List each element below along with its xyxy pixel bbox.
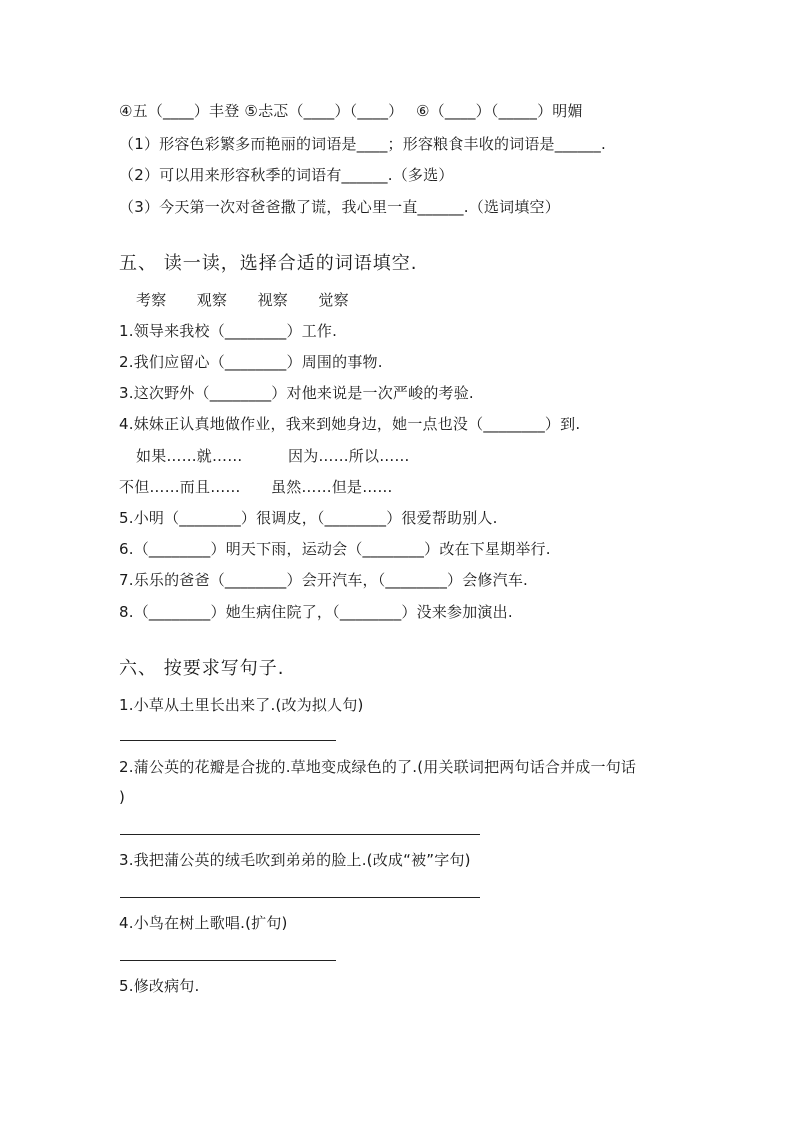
word-bank-1: 考察 观察 视察 觉察 bbox=[136, 291, 349, 309]
answer-line-1[interactable] bbox=[120, 740, 336, 741]
answer-line-4[interactable] bbox=[120, 960, 336, 961]
rewrite-question-5: 5.修改病句. bbox=[119, 977, 200, 995]
fill-question-1: 1.领导来我校（________）工作. bbox=[119, 322, 338, 340]
fill-question-8: 8.（________）她生病住院了，（________）没来参加演出. bbox=[119, 603, 513, 621]
idiom-items-line: ④五（____）丰登 ⑤忐忑（____）（____） ⑥（____）（_____）明媚 bbox=[119, 102, 583, 120]
fill-question-4: 4.妹妹正认真地做作业，我来到她身边，她一点也没（________）到. bbox=[119, 415, 581, 433]
fill-question-6: 6.（________）明天下雨，运动会（________）改在下星期举行. bbox=[119, 540, 551, 558]
answer-line-3[interactable] bbox=[120, 897, 480, 898]
section5-title: 五、 读一读，选择合适的词语填空. bbox=[119, 253, 418, 274]
fill-question-5: 5.小明（________）很调皮，（________）很爱帮助别人. bbox=[119, 509, 498, 527]
word-bank-2a: 如果……就…… 因为……所以…… bbox=[136, 447, 410, 465]
fill-question-3: 3.这次野外（________）对他来说是一次严峻的考验. bbox=[119, 384, 474, 402]
fill-question-7: 7.乐乐的爸爸（________）会开汽车，（________）会修汽车. bbox=[119, 571, 528, 589]
sub-question-2: （2）可以用来形容秋季的词语有______.（多选） bbox=[119, 166, 454, 184]
rewrite-question-4: 4.小鸟在树上歌唱.(扩句) bbox=[119, 914, 288, 932]
rewrite-question-2-line2: ) bbox=[119, 788, 126, 806]
word-bank-2b: 不但……而且…… 虽然……但是…… bbox=[119, 478, 393, 496]
rewrite-question-3: 3.我把蒲公英的绒毛吹到弟弟的脸上.(改成“被”字句) bbox=[119, 851, 471, 869]
rewrite-question-2-line1: 2.蒲公英的花瓣是合拢的.草地变成绿色的了.(用关联词把两句话合并成一句话 bbox=[119, 758, 637, 776]
rewrite-question-1: 1.小草从土里长出来了.(改为拟人句) bbox=[119, 696, 364, 714]
sub-question-3: （3）今天第一次对爸爸撒了谎，我心里一直______.（选词填空） bbox=[119, 198, 560, 216]
fill-question-2: 2.我们应留心（________）周围的事物. bbox=[119, 353, 383, 371]
section6-title: 六、 按要求写句子. bbox=[119, 658, 285, 679]
sub-question-1: （1）形容色彩繁多而艳丽的词语是____；形容粮食丰收的词语是______. bbox=[119, 135, 606, 153]
answer-line-2[interactable] bbox=[120, 834, 480, 835]
